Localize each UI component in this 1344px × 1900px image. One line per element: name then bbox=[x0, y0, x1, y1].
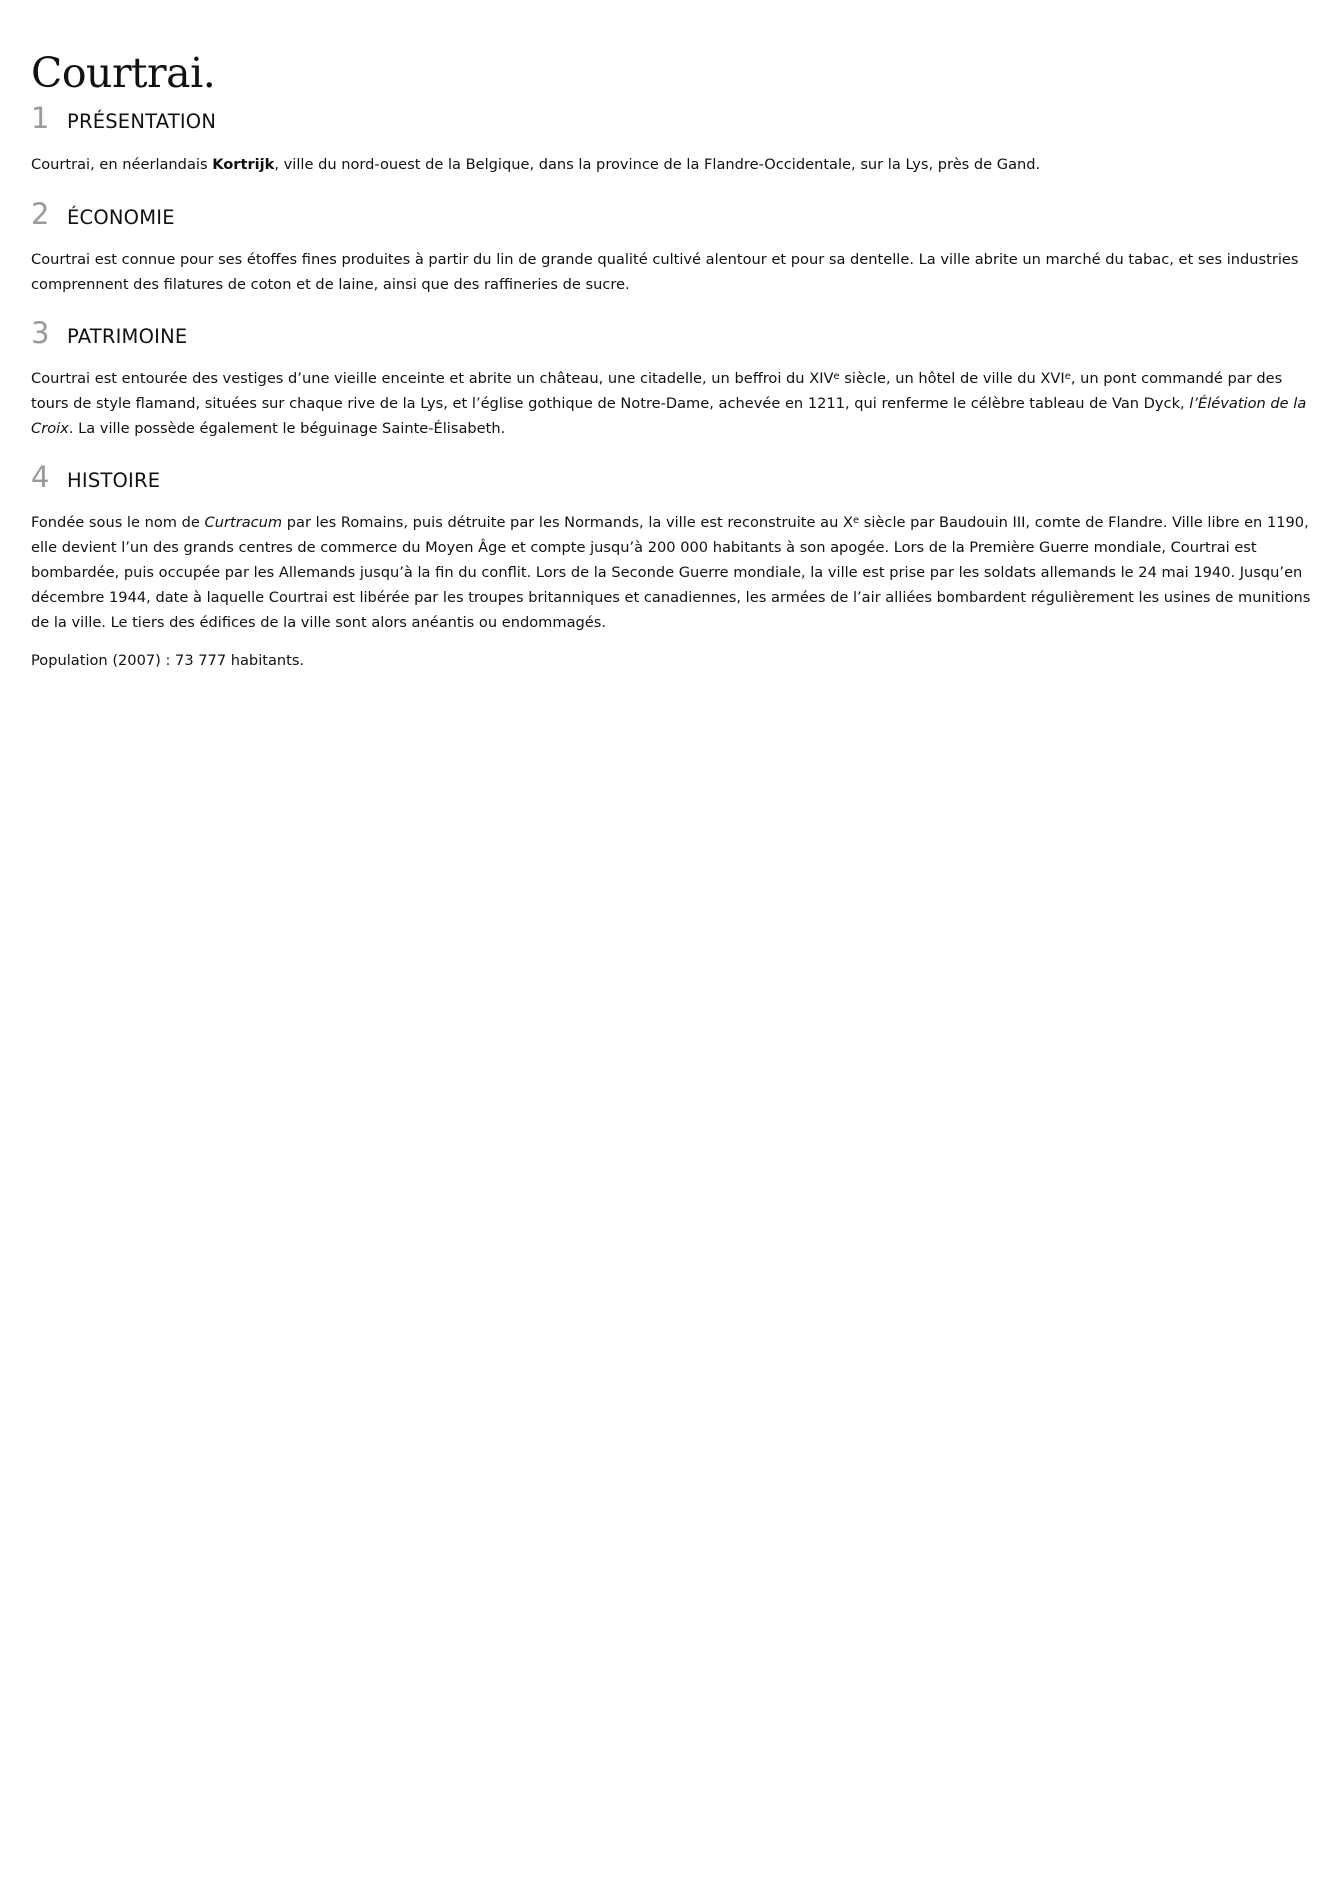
section-heading-presentation bbox=[31, 101, 216, 139]
page-title: Courtrai. bbox=[31, 49, 216, 97]
text-run: Courtrai est entourée des vestiges d’une vieille enceinte et abrite un château, une citadelle, un beffroi du XIV bbox=[31, 370, 834, 387]
text-run: Fondée sous le nom de bbox=[31, 514, 205, 531]
superscript: e bbox=[833, 371, 840, 382]
paragraph-economie: Courtrai est connue pour ses étoffes fines produites à partir du lin de grande qualité cultivé alentour et pour sa dentelle. La ville abrite un marché du tabac, et ses industries comprennent des filatures de coton et de laine, ainsi que des raffineries de sucre. bbox=[31, 251, 1299, 293]
text-run: par les Romains, puis détruite par les Normands, la ville est reconstruite au X bbox=[282, 514, 853, 531]
section-number: 1 bbox=[31, 101, 50, 135]
section-number: 4 bbox=[31, 460, 50, 494]
section-heading-economie bbox=[31, 197, 175, 235]
text-run: Courtrai, en néerlandais bbox=[31, 156, 213, 173]
section-number: 2 bbox=[31, 197, 50, 231]
section-heading-patrimoine bbox=[31, 316, 187, 354]
italic-term: Curtracum bbox=[204, 514, 283, 531]
paragraph-presentation bbox=[31, 152, 1321, 177]
text-run: , ville du nord-ouest de la Belgique, dans la province de la Flandre-Occidentale, sur la Lys, près de Gand. bbox=[274, 156, 1041, 173]
document-page bbox=[31, 0, 1321, 669]
population-line: Population (2007) : 73 777 habitants. bbox=[31, 652, 305, 669]
section-heading-histoire bbox=[31, 460, 160, 498]
paragraph-histoire bbox=[31, 510, 1321, 635]
section-title: PATRIMOINE bbox=[67, 325, 188, 348]
section-number: 3 bbox=[31, 316, 50, 350]
italic-title: l’Élévation de la Croix bbox=[31, 395, 1307, 437]
text-run: , un pont commandé par des tours de style flamand, situées sur chaque rive de la Lys, et l’église gothique de Notre-Dame, achevée en 1211, qui renferme le célèbre tableau de Van Dyck, bbox=[31, 370, 1283, 412]
paragraph-patrimoine bbox=[31, 366, 1321, 441]
section-title: ÉCONOMIE bbox=[67, 206, 175, 229]
section-title: HISTOIRE bbox=[67, 469, 161, 492]
superscript: e bbox=[852, 515, 860, 526]
text-run: siècle par Baudouin III, comte de Flandre. Ville libre en 1190, elle devient l’un des grands centres de commerce du Moyen Âge et compte jusqu’à 200 000 habitants à son apogée. Lors de la Première Guerre mondiale, Courtrai est bombardée, puis occupée par les Allemands jusqu’à la fin du conflit. Lors de la Seconde Guerre mondiale, la ville est prise par les soldats allemands le 24 mai 1940. Jusqu’en décembre 1944, date à laquelle Courtrai est libérée par les troupes britanniques et canadiennes, les armées de l’air alliées bombardent régulièrement les usines de munitions de la ville. Le tiers des édifices de la ville sont alors anéantis ou endommagés. bbox=[31, 514, 1311, 631]
section-title: PRÉSENTATION bbox=[67, 110, 217, 133]
bold-term: Kortrijk bbox=[212, 156, 275, 173]
text-run: . La ville possède également le béguinage Sainte-Élisabeth. bbox=[68, 420, 506, 437]
text-run: siècle, un hôtel de ville du XVI bbox=[839, 370, 1065, 387]
superscript: e bbox=[1064, 371, 1071, 382]
